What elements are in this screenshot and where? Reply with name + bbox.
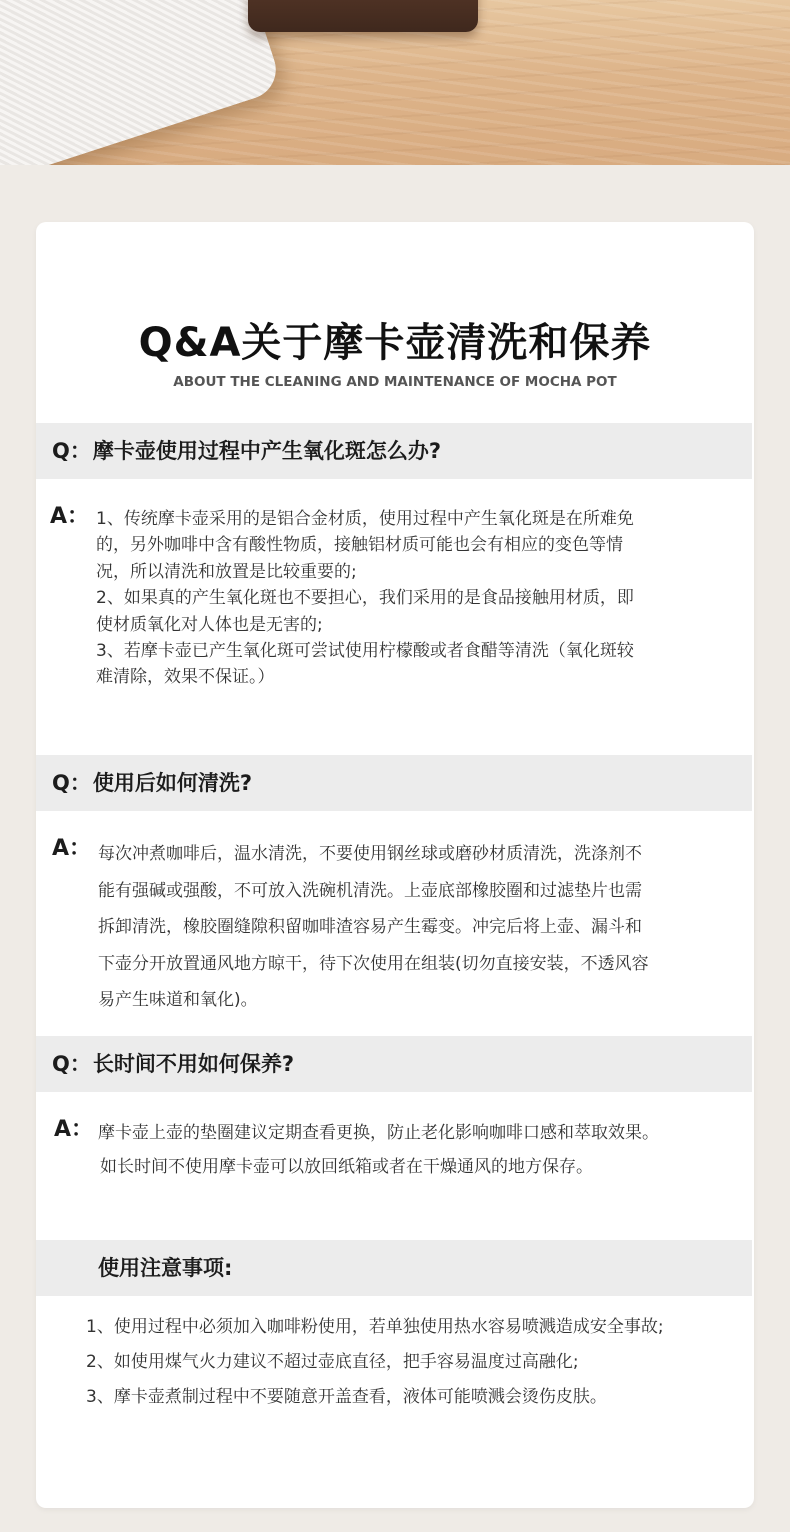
notice-item: 1、使用过程中必须加入咖啡粉使用，若单独使用热水容易喷溅造成安全事故; xyxy=(86,1317,664,1337)
page-subtitle: ABOUT THE CLEANING AND MAINTENANCE OF MOCHA POT xyxy=(173,374,617,390)
notice-bar xyxy=(36,1240,752,1296)
answer-line: 难清除，效果不保证。） xyxy=(96,667,275,688)
question-label: Q： xyxy=(52,771,91,795)
question-bar-3 xyxy=(36,1036,752,1092)
answer-line: 易产生味道和氧化)。 xyxy=(98,990,258,1010)
answer-line: 1、传统摩卡壶采用的是铝合金材质，使用过程中产生氧化斑是在所难免 xyxy=(96,509,634,529)
question-label: Q： xyxy=(52,1052,91,1076)
question-text: 摩卡壶使用过程中产生氧化斑怎么办? xyxy=(92,439,442,463)
answer-line: 况，所以清洗和放置是比较重要的; xyxy=(96,561,357,582)
answer-label-3: A： xyxy=(54,1117,94,1142)
question-bar-1 xyxy=(36,423,752,479)
answer-line: 每次冲煮咖啡后，温水清洗，不要使用钢丝球或磨砂材质清洗，洗涤剂不 xyxy=(98,844,642,864)
question-bar-2 xyxy=(36,755,752,811)
answer-line: 摩卡壶上壶的垫圈建议定期查看更换，防止老化影响咖啡口感和萃取效果。 xyxy=(98,1123,659,1143)
question-text: 使用后如何清洗? xyxy=(92,771,253,795)
question-3 xyxy=(52,1036,294,1092)
answer-line: 3、若摩卡壶已产生氧化斑可尝试使用柠檬酸或者食醋等清洗（氧化斑较 xyxy=(96,641,634,662)
answer-1 xyxy=(96,506,634,691)
notice-item: 3、摩卡壶煮制过程中不要随意开盖查看，液体可能喷溅会烫伤皮肤。 xyxy=(86,1387,607,1407)
answer-line: 2、如果真的产生氧化斑也不要担心，我们采用的是食品接触用材质，即 xyxy=(96,588,634,609)
answer-3 xyxy=(98,1116,659,1184)
answer-label-2: A： xyxy=(52,836,92,861)
answer-line: 能有强碱或强酸，不可放入洗碗机清洗。上壶底部橡胶圈和过滤垫片也需 xyxy=(98,880,642,901)
header-photo xyxy=(0,0,790,165)
notice-item: 2、如使用煤气火力建议不超过壶底直径，把手容易温度过高融化; xyxy=(86,1352,579,1372)
notice-heading: 使用注意事项: xyxy=(98,1256,233,1280)
wooden-board-icon xyxy=(248,0,478,32)
notice-list xyxy=(86,1310,664,1415)
answer-label-1: A： xyxy=(50,504,90,529)
answer-2 xyxy=(98,836,649,1019)
answer-line: 的，另外咖啡中含有酸性物质，接触铝材质可能也会有相应的变色等情 xyxy=(96,535,623,556)
question-label: Q： xyxy=(52,439,91,463)
question-2 xyxy=(52,755,252,811)
question-1 xyxy=(52,423,441,479)
question-text: 长时间不用如何保养? xyxy=(92,1052,295,1076)
answer-line: 使材质氧化对人体也是无害的; xyxy=(96,614,323,635)
answer-line: 下壶分开放置通风地方晾干，待下次使用在组装(切勿直接安装，不透风容 xyxy=(98,953,649,974)
page-title: Q&A关于摩卡壶清洗和保养 xyxy=(138,320,652,366)
answer-line: 拆卸清洗，橡胶圈缝隙积留咖啡渣容易产生霉变。冲完后将上壶、漏斗和 xyxy=(98,917,642,937)
answer-line: 如长时间不使用摩卡壶可以放回纸箱或者在干燥通风的地方保存。 xyxy=(100,1157,593,1177)
